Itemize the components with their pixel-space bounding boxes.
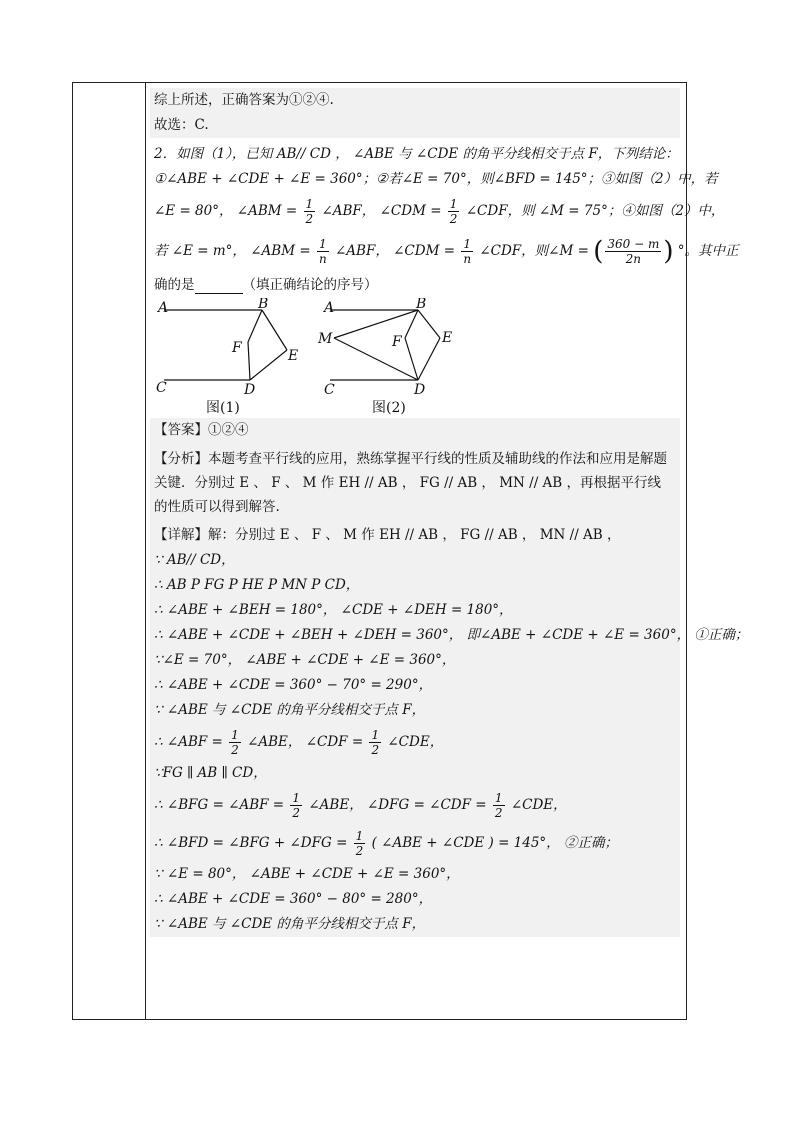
fig1-label-E: E [288,347,299,364]
question-line-5: 确的是 （填正确结论的序号） [154,276,378,293]
step-line: ∵∠E = 70°， ∠ABE + ∠CDE + ∠E = 360°， [154,651,456,668]
answer-blank[interactable] [195,293,243,294]
fig1-label-F: F [232,339,242,356]
fig2-caption: 图(2) [372,399,406,416]
step-line: ∴ ∠ABE + ∠CDE = 360° − 80° = 280°， [154,890,433,907]
step-line: ∵ ∠E = 80°， ∠ABE + ∠CDE + ∠E = 360°， [154,865,460,882]
question-line-1: 2．如图（1），已知 AB// CD ， ∠ABE 与 ∠CDE 的角平分线相交于点 F，下列结论： [154,146,679,162]
step-line: ∵ AB// CD， [154,551,235,568]
fig1-label-D: D [244,381,256,398]
fig2-label-M: M [318,330,333,347]
fraction-360-m-over-2n: $\frac{360 - m}{2n}$ [607,237,660,266]
fraction-one-half: $\frac{1}{2}$ [305,197,314,226]
fig2-label-A: A [324,299,335,316]
fraction-one-half: $\frac{1}{2}$ [292,790,301,820]
step-line: ∵FG ∥ AB ∥ CD， [154,764,267,781]
step-line-fraction: ∴ ∠ABF = $\frac{1}{2}$ ∠ABE， ∠CDF = $\frac{1}{2}$ ∠CDE， [154,727,444,757]
question-line-3: ∠E = 80°， ∠ABM = $\frac{1}{2}$ ∠ABF， ∠CDM = $\frac{1}{2}$ ∠CDF，则 ∠M = 75°；④如图（2）中， [154,197,725,226]
analysis-paragraph: 【分析】本题考查平行线的应用，熟练掌握平行线的性质及辅助线的作法和应用是解题关键．分别过 E 、 F 、 M 作 EH // AB ， FG // AB ， MN // AB ，再根据平行线的性质可以得到解答. [154,450,667,515]
fig1-label-C: C [156,379,167,396]
solution-block [150,418,749,937]
geometry-figures [150,298,680,418]
fraction-one-half: $\frac{1}{2}$ [494,790,503,820]
figure-2 [330,310,440,380]
figure-1 [164,310,287,380]
fig1-label-B: B [258,297,269,312]
detail-line: 【详解】解：分别过 E 、 F 、 M 作 EH // AB ， FG // AB ， MN // AB ， [154,526,621,543]
step-line-fraction: ∴ ∠BFG = ∠ABF = $\frac{1}{2}$ ∠ABE， ∠DFG = ∠CDF = $\frac{1}{2}$ ∠CDE， [154,790,567,820]
fig1-caption: 图(1) [206,399,240,416]
step-line: ∴ ∠ABE + ∠CDE + ∠BEH + ∠DEH = 360°， 即∠ABE + ∠CDE + ∠E = 360°， ①正确； [154,626,749,643]
step-line-fraction: ∴ ∠BFD = ∠BFG + ∠DFG = $\frac{1}{2}$ ( ∠ABE + ∠CDE ) = 145°， ②正确； [154,828,618,858]
question-line-4: 若 ∠E = m°， ∠ABM = $\frac{1}{n}$ ∠ABF， ∠CDM = $\frac{1}{n}$ ∠CDF，则∠M = ( $\frac{360 - m}{2n}$ ) °。其中正 [154,236,739,267]
fig2-label-F: F [392,333,402,350]
fraction-one-half: $\frac{1}{2}$ [231,727,239,757]
fraction-one-half: $\frac{1}{2}$ [449,197,458,226]
fig2-label-D: D [414,381,426,398]
question-line-2: ①∠ABE + ∠CDE + ∠E = 360°；②若∠E = 70°，则∠BFD = 145°；③如图（2）中，若 [154,171,718,187]
fraction-one-half: $\frac{1}{2}$ [371,727,380,757]
figures [150,298,680,418]
column-divider [145,82,146,1020]
step-line: ∵ ∠ABE 与 ∠CDE 的角平分线相交于点 F， [154,701,426,718]
step-line: ∴ ∠ABE + ∠CDE = 360° − 70° = 290°， [154,676,433,693]
answer-line: 【答案】①②④ [154,421,249,438]
fraction-one-over-n: $\frac{1}{n}$ [318,237,327,266]
fraction-one-over-n: $\frac{1}{n}$ [463,237,472,266]
conclusion-line: 综上所述，正确答案为①②④. [150,88,680,113]
step-line: ∵ ∠ABE 与 ∠CDE 的角平分线相交于点 F， [154,915,426,932]
fig2-label-B: B [416,297,427,312]
solution-cell [150,88,749,937]
fig2-label-E: E [442,329,453,346]
fig2-label-C: C [324,381,335,398]
fig1-label-A: A [158,299,169,316]
step-line: ∴ ∠ABE + ∠BEH = 180°， ∠CDE + ∠DEH = 180°， [154,601,513,618]
choice-line: 故选：C. [150,113,680,138]
step-line: ∴ AB P FG P HE P MN P CD， [154,576,360,593]
fraction-one-half: $\frac{1}{2}$ [355,828,364,858]
